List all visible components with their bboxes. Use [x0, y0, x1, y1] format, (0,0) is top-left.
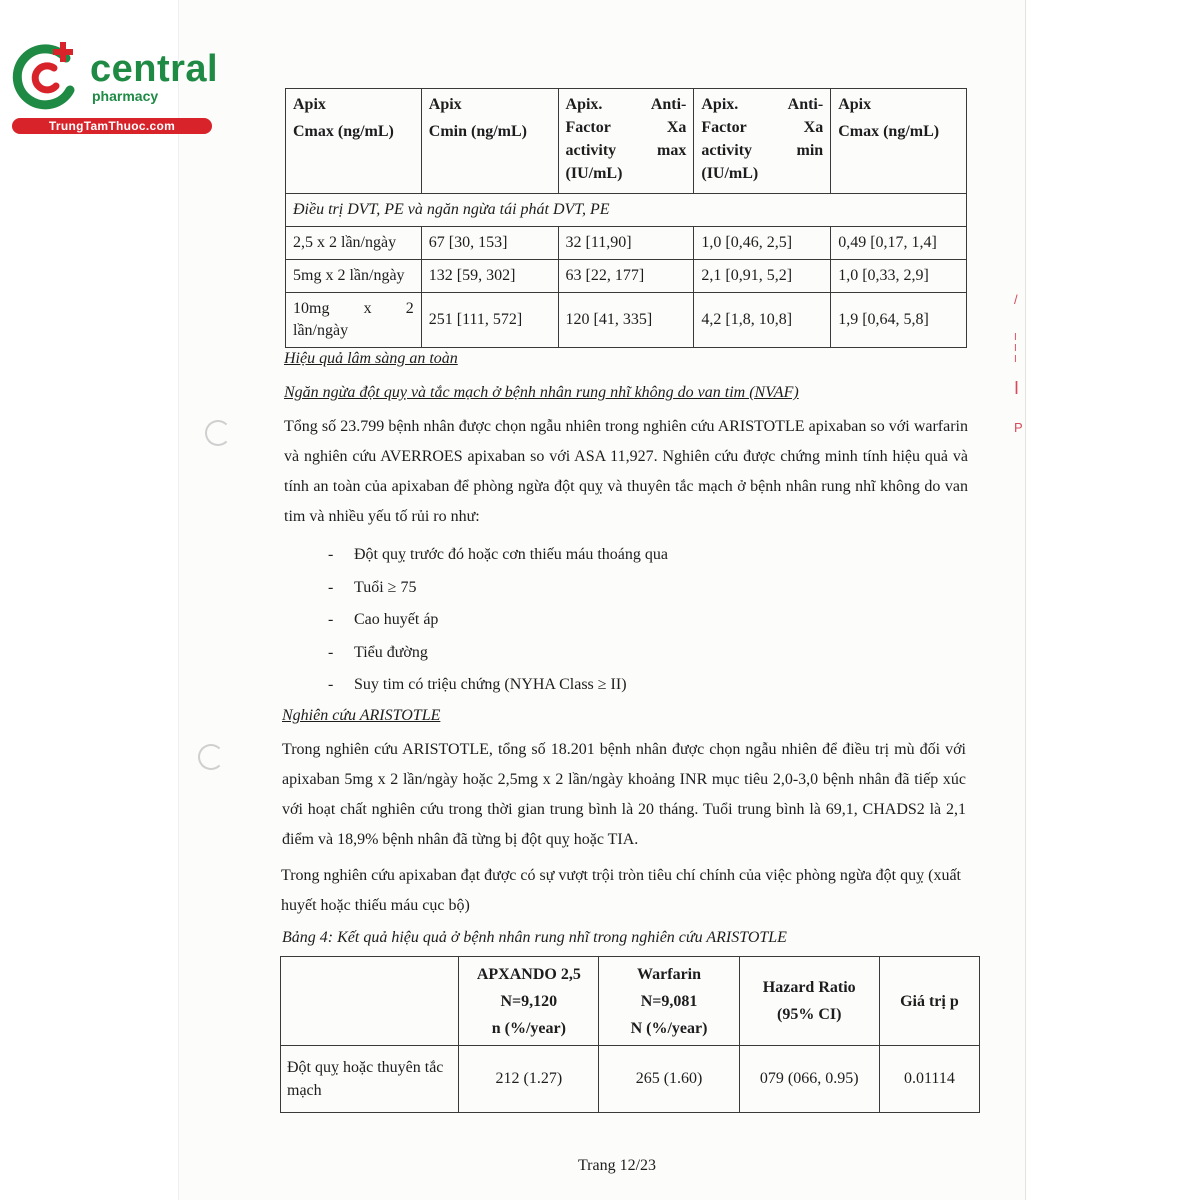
paragraph: Tổng số 23.799 bệnh nhân được chọn ngẫu nhiên trong nghiên cứu ARISTOTLE apixaban so với warfarin và nghiên cứu AVERROES apixaban so với ASA 11,927. Nghiên cứu được chứng minh tính hiệu quả và tính an toàn của apixaban để phòng ngừa đột quỵ và thuyên tắc mạch ở bệnh nhân rung nhĩ không do van tim và nhiều yếu tố rủi ro như:	[284, 418, 968, 525]
central-pharmacy-logo[interactable]	[8, 36, 219, 136]
table-header-row	[281, 957, 980, 1046]
table-header-row	[286, 89, 967, 194]
margin-mark: I	[1014, 378, 1020, 398]
margin-mark: I I I	[1014, 332, 1017, 365]
section-heading: Ngăn ngừa đột quỵ và tắc mạch ở bệnh nhân rung nhĩ không do van tim (NVAF)	[284, 384, 799, 401]
table-row: 10mg x 2 lần/ngày 251 [111, 572] 120 [41, 335] 4,2 [1,8, 10,8] 1,9 [0,64, 5,8]	[286, 293, 967, 348]
table-header-cell: Hazard Ratio (95% CI)	[739, 957, 879, 1046]
margin-mark: /	[1014, 292, 1018, 307]
list-item: - Tuổi ≥ 75	[328, 578, 417, 596]
table-section-label: Điều trị DVT, PE và ngăn ngừa tái phát DVT, PE	[286, 194, 967, 227]
logo-site-link[interactable]: TrungTamThuoc.com	[12, 118, 212, 134]
efficacy-table	[280, 956, 980, 1113]
paragraph: Trong nghiên cứu ARISTOTLE, tổng số 18.201 bệnh nhân được chọn ngẫu nhiên để điều trị mù đối với apixaban 5mg x 2 lần/ngày hoặc 2,5mg x 2 lần/ngày khoảng INR mục tiêu 2,0-3,0 bệnh nhân đã tiếp xúc với hoạt chất nghiên cứu trong thời gian trung bình là 20 tháng. Tuổi trung bình là 69,1, CHADS2 là 2,1 điểm và 18,9% bệnh nhân đã từng bị đột quỵ hoặc TIA.	[282, 741, 966, 848]
logo-icon	[8, 38, 88, 118]
paragraph: Trong nghiên cứu apixaban đạt được có sự vượt trội tròn tiêu chí chính của việc phòng ngừa đột quỵ (xuất huyết hoặc thiếu máu cục bộ)	[281, 867, 961, 914]
logo-sub-text: pharmacy	[92, 88, 159, 104]
pk-table	[285, 88, 967, 348]
table-header-cell: Apix Cmax (ng/mL)	[286, 89, 422, 194]
page-number: Trang 12/23	[577, 1157, 657, 1174]
risk-factor-list	[328, 540, 668, 703]
dose-cell: 10mg x 2 lần/ngày	[286, 293, 422, 348]
table-row: 5mg x 2 lần/ngày 132 [59, 302] 63 [22, 177] 2,1 [0,91, 5,2] 1,0 [0,33, 2,9]	[286, 260, 967, 293]
margin-mark: P	[1014, 420, 1023, 435]
table-header-cell: Apix. Anti- Factor Xa activity min (IU/mL)	[694, 89, 831, 194]
logo-brand-text: central	[90, 48, 219, 90]
table-header-cell: Apix Cmin (ng/mL)	[421, 89, 558, 194]
table-header-cell: Giá trị p	[879, 957, 979, 1046]
table-section-row	[286, 194, 967, 227]
list-item: - Suy tim có triệu chứng (NYHA Class ≥ II)	[328, 676, 627, 694]
list-item: - Tiểu đường	[328, 643, 428, 661]
punch-hole-bottom	[198, 744, 224, 770]
table-header-cell: Apix. Anti- Factor Xa activity max (IU/mL)	[558, 89, 694, 194]
section-heading: Hiệu quả lâm sàng an toàn	[284, 350, 458, 367]
table-row: 2,5 x 2 lần/ngày 67 [30, 153] 32 [11,90] 1,0 [0,46, 2,5] 0,49 [0,17, 1,4]	[286, 227, 967, 260]
list-item: - Đột quỵ trước đó hoặc cơn thiếu máu thoáng qua	[328, 546, 668, 563]
table-header-cell	[281, 957, 459, 1046]
table-header-cell: Apix Cmax (ng/mL)	[831, 89, 967, 194]
table-row: Đột quỵ hoặc thuyên tắc mạch 212 (1.27) 265 (1.60) 079 (066, 0.95) 0.01114	[281, 1046, 980, 1113]
table-caption: Bảng 4: Kết quả hiệu quả ở bệnh nhân rung nhĩ trong nghiên cứu ARISTOTLE	[282, 929, 787, 946]
list-item: - Cao huyết áp	[328, 611, 439, 629]
punch-hole-top	[205, 420, 231, 446]
table-header-cell: Warfarin N=9,081 N (%/year)	[599, 957, 739, 1046]
section-heading: Nghiên cứu ARISTOTLE	[282, 707, 441, 724]
table-header-cell: APXANDO 2,5 N=9,120 n (%/year)	[459, 957, 599, 1046]
